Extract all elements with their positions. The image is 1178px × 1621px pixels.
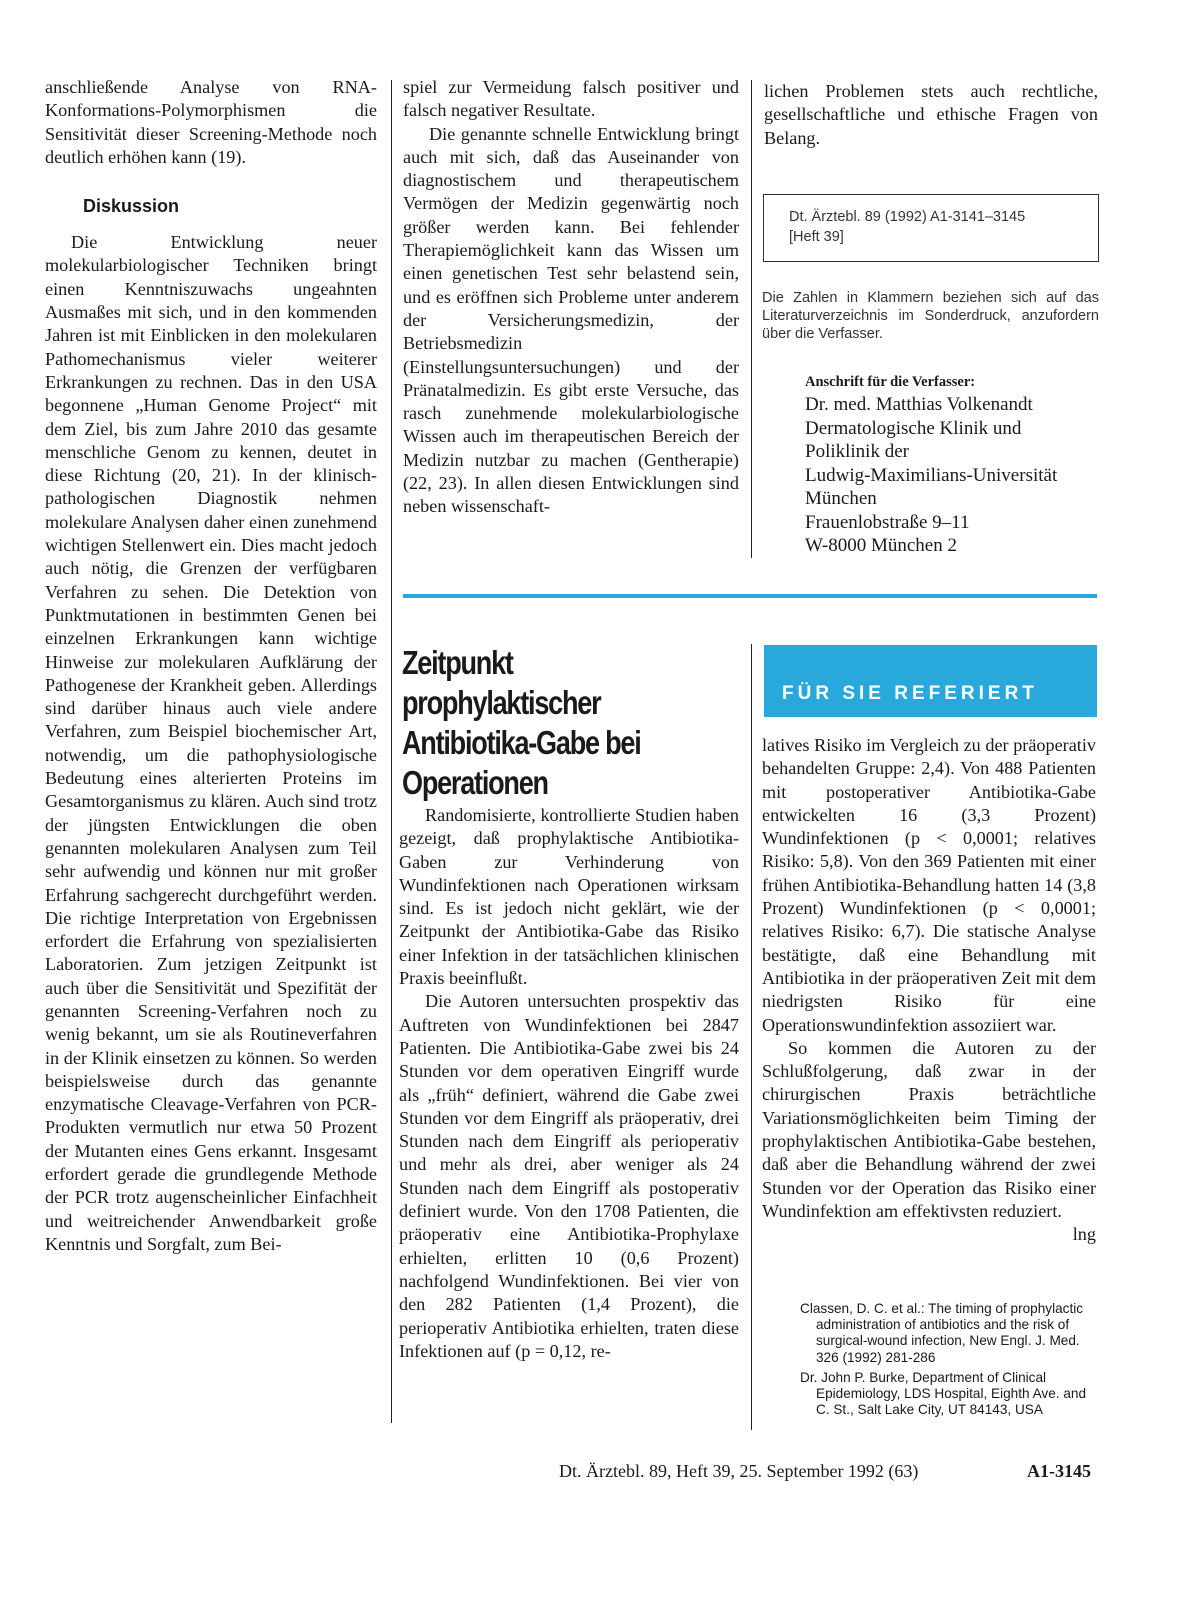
article-2-right-p2-text: So kommen die Autoren zu der Schlußfolgerung, daß zwar in der chirurgischen Praxis beträchtliche Variationsmöglichkeiten beim Timing der prophylaktischen Antibiotika-Gabe bestehen, daß aber die Behandlung während der zwei Stunden vor der Operation das Risiko einer Wundinfektion am effektivsten reduziert. — [762, 1037, 1096, 1221]
article-2-p1: Randomisierte, kontrollierte Studien haben gezeigt, daß prophylaktische Antibiotika-Gaben zur Verhinderung von Wundinfektionen nach Operationen wirksam sind. Es ist jedoch nicht geklärt, wie der Zeitpunkt der Antibiotika-Gabe das Risiko einer Infektion in der tatsächlichen klinischen Praxis beeinflußt. — [399, 805, 739, 989]
address-line: Ludwig-Maximilians-Universität — [805, 464, 1058, 486]
article-2-left-column — [399, 804, 739, 1363]
article-headline — [402, 643, 747, 803]
author-address — [805, 374, 1105, 558]
column-1-intro: anschließende Analyse von RNA-Konformations-Polymorphismen die Sensitivität dieser Screening-Methode noch deutlich erhöhen kann (19). — [45, 77, 377, 167]
address-line: Poliklinik der — [805, 441, 909, 462]
reference-note — [762, 289, 1099, 343]
article-2-right-p1: latives Risiko im Vergleich zu der präoperativ behandelten Gruppe: 2,4). Von 488 Patienten mit postoperativer Antibiotika-Gabe entwickelten 16 (3,3 Prozent) Wundinfektionen (p < 0,0001; relatives Risiko: 5,8). Von den 369 Patienten mit einer frühen Antibiotika-Behandlung hatten 14 (3,8 Prozent) Wundinfektionen (p < 0,0001; relatives Risiko: 6,7). Die statische Analyse bestätigte, daß eine Behandlung mit Antibiotika in der präoperativen Zeit mit dem niedrigsten Risiko für eine Operationswundinfektion assoziiert war. — [762, 735, 1096, 1035]
headline-line: Zeitpunkt — [402, 644, 513, 681]
column-divider — [751, 80, 752, 558]
article-2-references — [800, 1301, 1096, 1418]
column-divider — [391, 80, 392, 1423]
footer-page: A1-3145 — [1027, 1461, 1091, 1481]
badge-label: FÜR SIE REFERIERT — [782, 683, 1038, 704]
column-2-p2: Die genannte schnelle Entwicklung bringt auch mit sich, daß das Auseinander von diagnostischem und therapeutischem Vermögen der Medizin gegenwärtig noch größer werden kann. Bei fehlender Therapiemöglichkeit kann das Wissen um einen genetischen Test sehr belastend sein, und es eröffnen sich Probleme unter anderem der Versicherungsmedizin, der Betriebsmedizin (Einstellungsuntersuchungen) und der Pränatalmedizin. Es gibt erste Versuche, das rasch zunehmende molekularbiologische Wissen auch im therapeutischen Bereich der Medizin nutzbar zu machen (Gentherapie) (22, 23). In allen diesen Entwicklungen sind neben wissenschaft- — [403, 123, 739, 517]
citation-box — [763, 194, 1099, 262]
section-heading-diskussion: Diskussion — [83, 196, 180, 217]
footer-journal: Dt. Ärztebl. 89, Heft 39, 25. September 1992 (63) — [559, 1461, 919, 1481]
section-separator — [403, 594, 1097, 598]
article-2-right-p2 — [762, 1037, 1096, 1245]
column-divider — [751, 644, 752, 1430]
column-1 — [45, 76, 377, 1256]
column-2-p1: spiel zur Vermeidung falsch positiver und falsch negativer Resultate. — [403, 77, 739, 121]
address-line: Dr. med. Matthias Volkenandt — [805, 394, 1033, 415]
reference-citation: Classen, D. C. et al.: The timing of prophylactic administration of antibiotics and the risk of surgical-wound infection, New Engl. J. Med. 326 (1992) 281-286 — [800, 1301, 1084, 1365]
fuer-sie-referiert-badge — [764, 645, 1097, 717]
column-3-p1: lichen Problemen stets auch rechtliche, gesellschaftliche und ethische Fragen von Belang. — [764, 81, 1098, 148]
address-line: München — [805, 488, 877, 509]
reference-contact: Dr. John P. Burke, Department of Clinical Epidemiology, LDS Hospital, Eighth Ave. and C. St., Salt Lake City, UT 84143, USA — [800, 1369, 1087, 1418]
headline-line: prophylaktischer — [402, 684, 601, 721]
column-3 — [764, 80, 1098, 150]
headline-line: Operationen — [402, 764, 548, 801]
article-2-p2: Die Autoren untersuchten prospektiv das Auftreten von Wundinfektionen bei 2847 Patienten. Die Antibiotika-Gabe zwei bis 24 Stunden vor dem operativen Eingriff wurde als „früh“ definiert, während die Gabe zwei Stunden vor dem Eingriff als präoperativ, drei Stunden nach dem Eingriff als perioperativ und mehr als drei, aber weniger als 24 Stunden nach dem Eingriff als postoperativ definiert wurde. Von den 1708 Patienten, die präoperativ eine Antibiotika-Prophylaxe erhielten, erlitten 10 (0,6 Prozent) nachfolgend Wundinfektionen. Bei vier von den 282 Patienten (1,4 Prozent), die perioperativ Antibiotika erhielten, traten diese Infektionen auf (p = 0,12, re- — [399, 991, 739, 1361]
citation-line-1: Dt. Ärztebl. 89 (1992) A1-3141–3145 — [789, 209, 1026, 225]
address-heading: Anschrift für die Verfasser: — [805, 374, 976, 390]
address-line: Frauenlobstraße 9–11 — [805, 511, 970, 533]
citation-line-2: [Heft 39] — [789, 229, 844, 245]
address-line: Dermatologische Klinik und — [805, 417, 1022, 439]
headline-line: Antibiotika-Gabe bei — [402, 724, 641, 761]
column-2 — [403, 76, 739, 519]
reference-note-text: Die Zahlen in Klammern beziehen sich auf das Literaturverzeichnis im Sonderdruck, anzufordern über die Verfasser. — [762, 290, 1099, 342]
author-tag: lng — [1072, 1224, 1096, 1245]
column-1-body: Die Entwicklung neuer molekularbiologischer Techniken bringt einen Kenntniszuwachs ungeahnten Ausmaßes mit sich, und in den kommenden Jahren ist mit Einblicken in den molekularen Pathomechanismus vieler weiterer Erkrankungen zu rechnen. Das in den USA begonnene „Human Genome Project“ mit dem Ziel, bis zum Jahre 2010 das gesamte menschliche Genom zu kennen, deutet in diese Richtung (20, 21). In der klinisch-pathologischen Diagnostik nehmen molekulare Analysen daher einen zunehmend wichtigen Stellenwert ein. Dies macht jedoch auch nötig, die Grenzen der verfügbaren Verfahren zu sehen. Die Detektion von Punktmutationen in bestimmten Genen bei einzelnen Erkrankungen kann wichtige Hinweise zur molekularen Aufklärung der Pathogenese der Krankheit geben. Allerdings sind darüber hinaus auch viele andere Verfahren, zum Beispiel biochemischer Art, notwendig, um die pathophysiologische Bedeutung eines alterierten Proteins im Gesamtorganismus zu klären. Auch sind trotz der jüngsten Entwicklungen die oben genannten molekularen Analysen zum Teil sehr aufwendig und können nur mit großer Erfahrung sachgerecht durchgeführt werden. Die richtige Interpretation von Ergebnissen erfordert die Erfahrung von spezialisierten Laboratorien. Zum jetzigen Zeitpunkt ist auch über die Sensitivität und Spezifität der genannten Screening-Verfahren noch zu wenig bekannt, um sie als Routineverfahren in der Klinik einsetzen zu können. So werden beispielsweise durch das genannte enzymatische Cleavage-Verfahren von PCR-Produkten vermutlich nur etwa 50 Prozent der Mutanten eines Gens erkannt. Insgesamt erfordert gerade die grundlegende Methode der PCR trotz augenscheinlicher Einfachheit und weitreichender Anwendbarkeit große Kenntnis und Sorgfalt, zum Bei- — [45, 232, 377, 1254]
address-line: W-8000 München 2 — [805, 535, 957, 556]
article-2-right-column — [762, 734, 1096, 1247]
